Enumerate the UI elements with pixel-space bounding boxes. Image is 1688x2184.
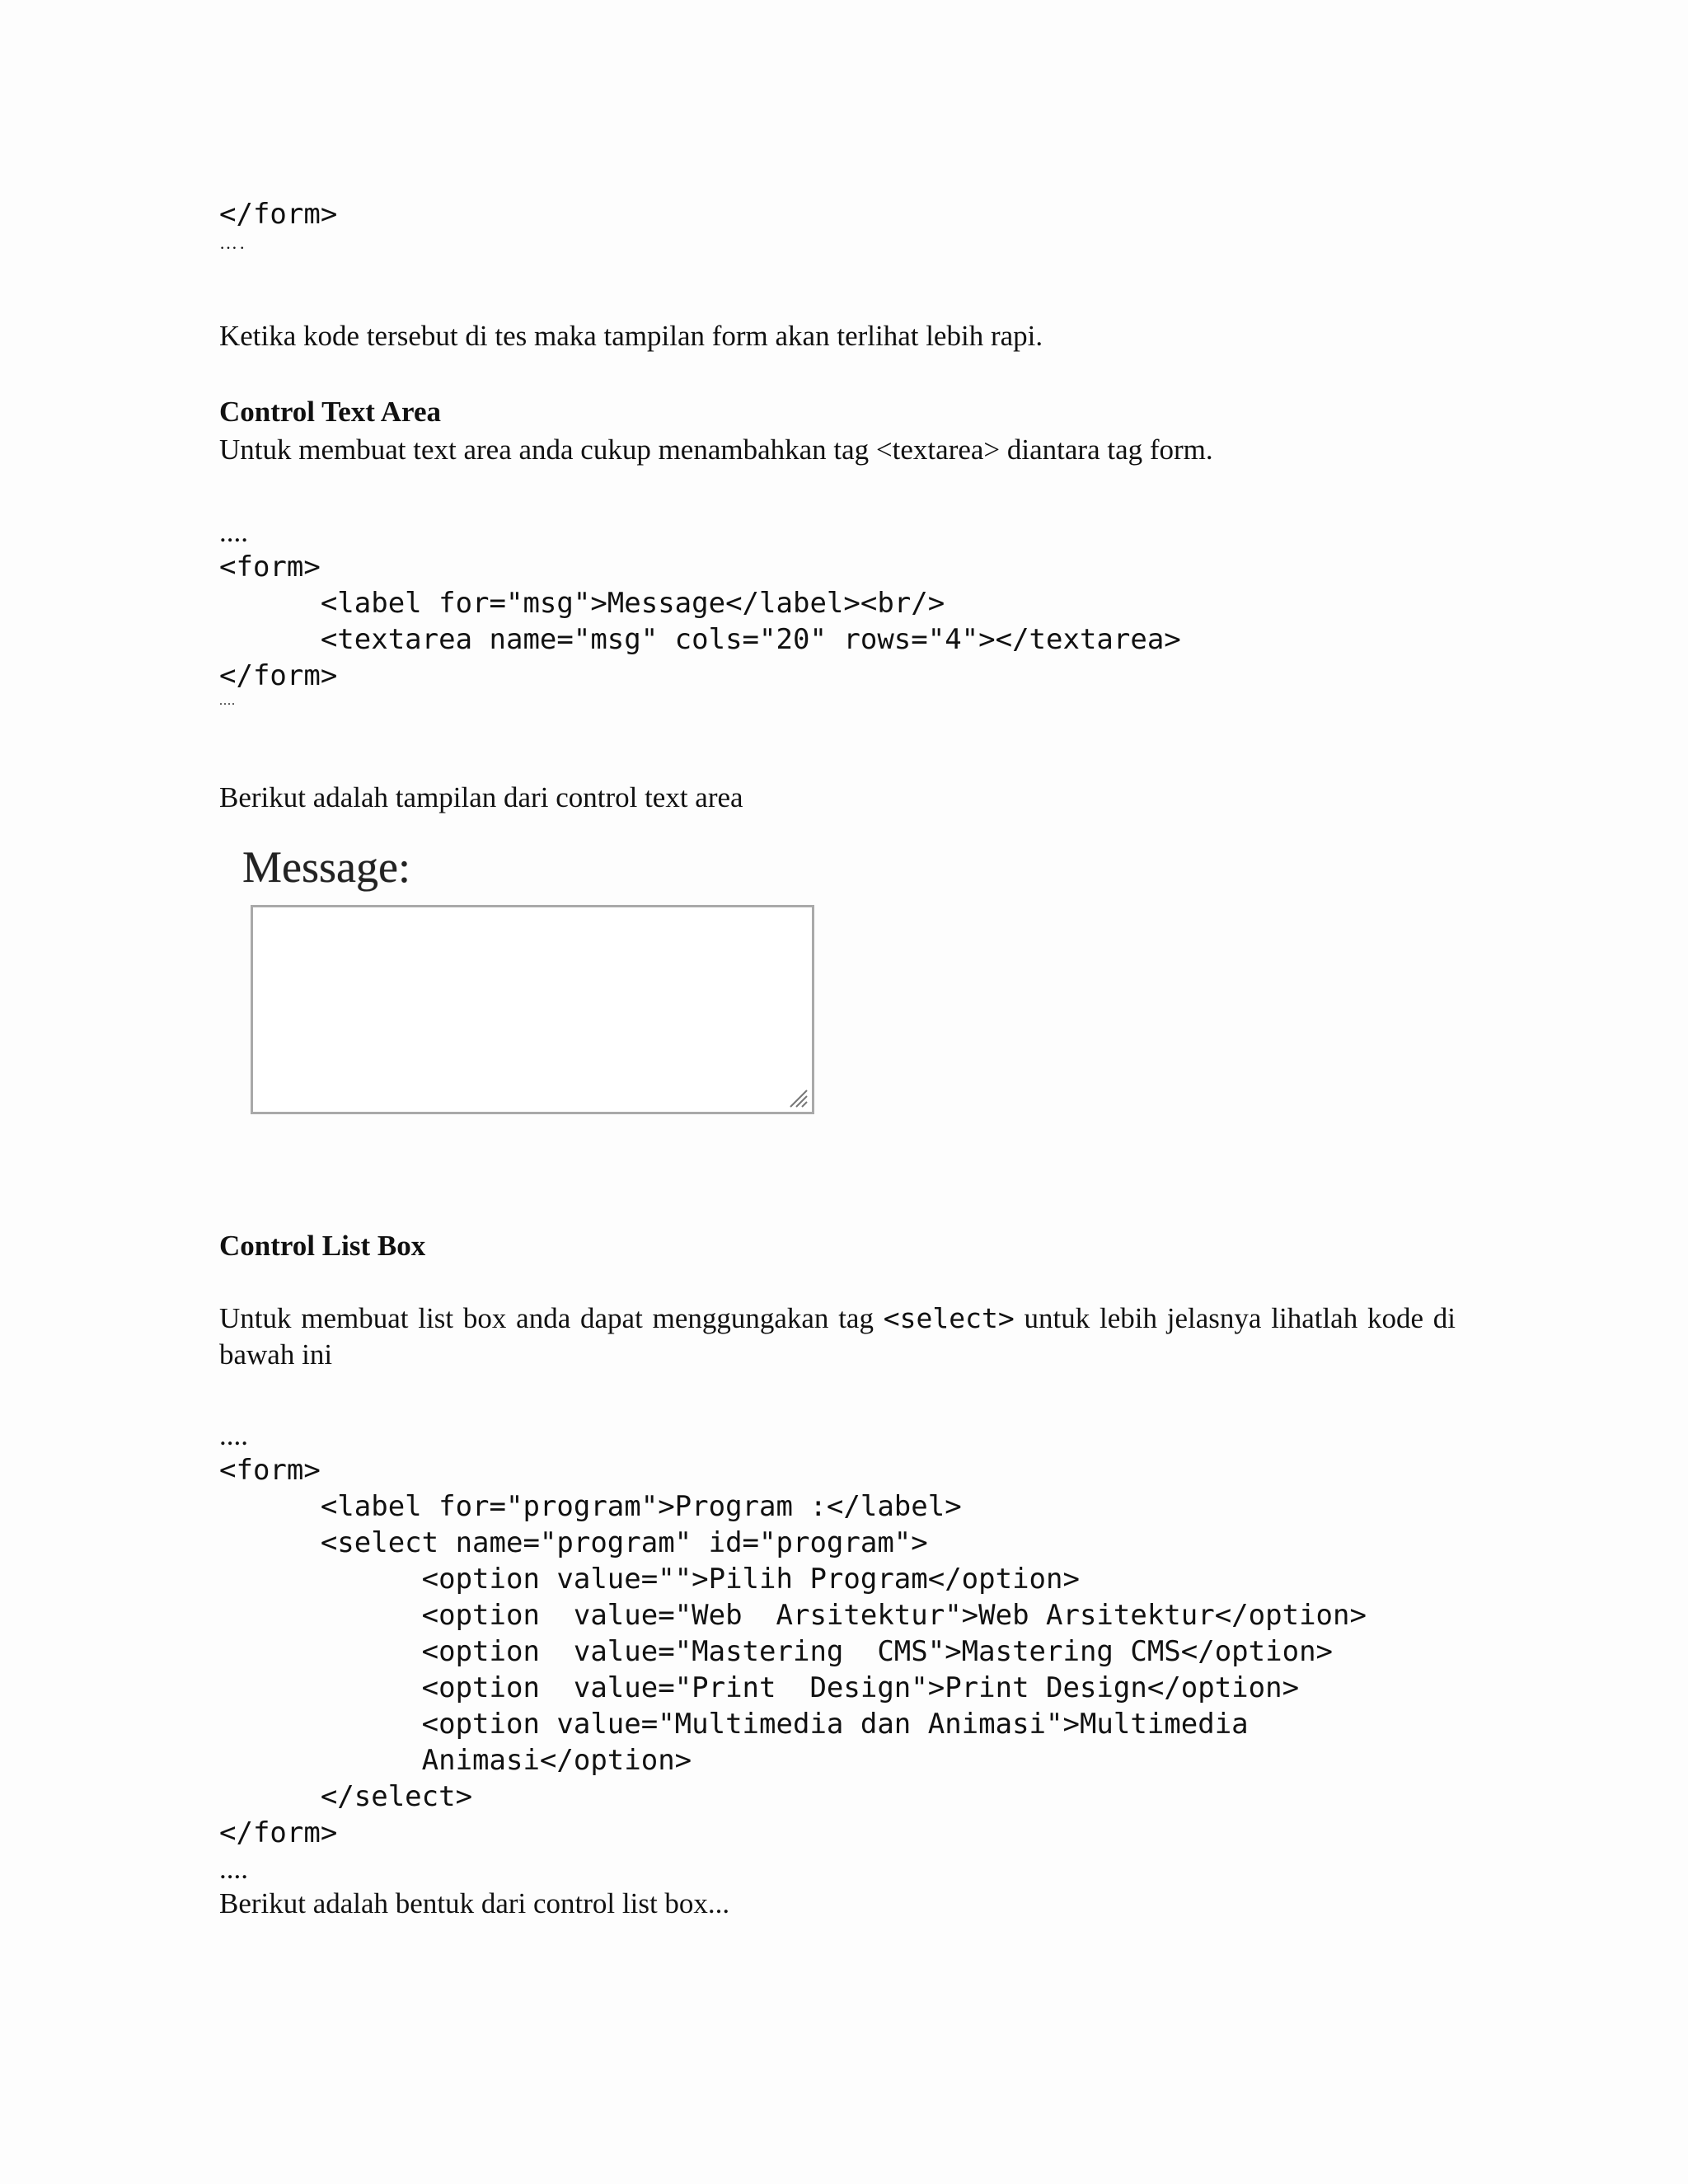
heading-control-text-area: Control Text Area: [219, 396, 441, 428]
code-line: <textarea name="msg" cols="20" rows="4"></textarea>: [219, 623, 1181, 656]
preview-textarea[interactable]: [251, 905, 814, 1114]
code-ellipsis-before: ....: [219, 516, 248, 548]
code-ellipsis: ….: [219, 232, 247, 253]
code-line: <option value="">Pilih Program</option>: [219, 1563, 1080, 1596]
code-line: <form>: [219, 551, 321, 583]
intro-paragraph: Ketika kode tersebut di tes maka tampilan form akan terlihat lebih rapi.: [219, 320, 1043, 352]
preview-message-label: Message:: [242, 842, 410, 892]
code-line: <form>: [219, 1454, 321, 1487]
listbox-caption: Berikut adalah bentuk dari control list box...: [219, 1887, 730, 1919]
code-line: <label for="msg">Message</label><br/>: [219, 587, 945, 620]
code-line: <option value="Multimedia dan Animasi">Multimedia: [219, 1708, 1249, 1741]
code-line: </form>: [219, 659, 338, 692]
textarea-description: Untuk membuat text area anda cukup menambahkan tag <textarea> diantara tag form.: [219, 434, 1213, 466]
code-ellipsis-after: ....: [219, 694, 236, 708]
textarea-caption: Berikut adalah tampilan dari control text area: [219, 781, 743, 813]
code-ellipsis-before: ....: [219, 1419, 248, 1451]
code-line: Animasi</option>: [219, 1744, 692, 1777]
code-ellipsis-after: ....: [219, 1853, 248, 1885]
heading-control-list-box: Control List Box: [219, 1230, 426, 1262]
code-line: <label for="program">Program :</label>: [219, 1490, 962, 1523]
code-line: <option value="Mastering CMS">Mastering CMS</option>: [219, 1635, 1334, 1668]
listbox-description-part2: untuk lebih jelasnya lihatlah kode di bawah ini: [219, 1302, 1456, 1371]
listbox-description-part1: Untuk membuat list box anda dapat menggungakan tag: [219, 1302, 874, 1334]
code-line: <select name="program" id="program">: [219, 1526, 928, 1559]
listbox-description-code: <select>: [883, 1302, 1015, 1334]
code-line: <option value="Print Design">Print Design</option>: [219, 1671, 1300, 1704]
code-line: </form>: [219, 1816, 338, 1849]
listbox-description: [219, 1301, 1456, 1373]
code-close-form: </form>: [219, 198, 338, 231]
resize-grip-icon[interactable]: [785, 1085, 809, 1108]
code-line: </select>: [219, 1780, 473, 1813]
code-line: <option value="Web Arsitektur">Web Arsitektur</option>: [219, 1599, 1367, 1632]
